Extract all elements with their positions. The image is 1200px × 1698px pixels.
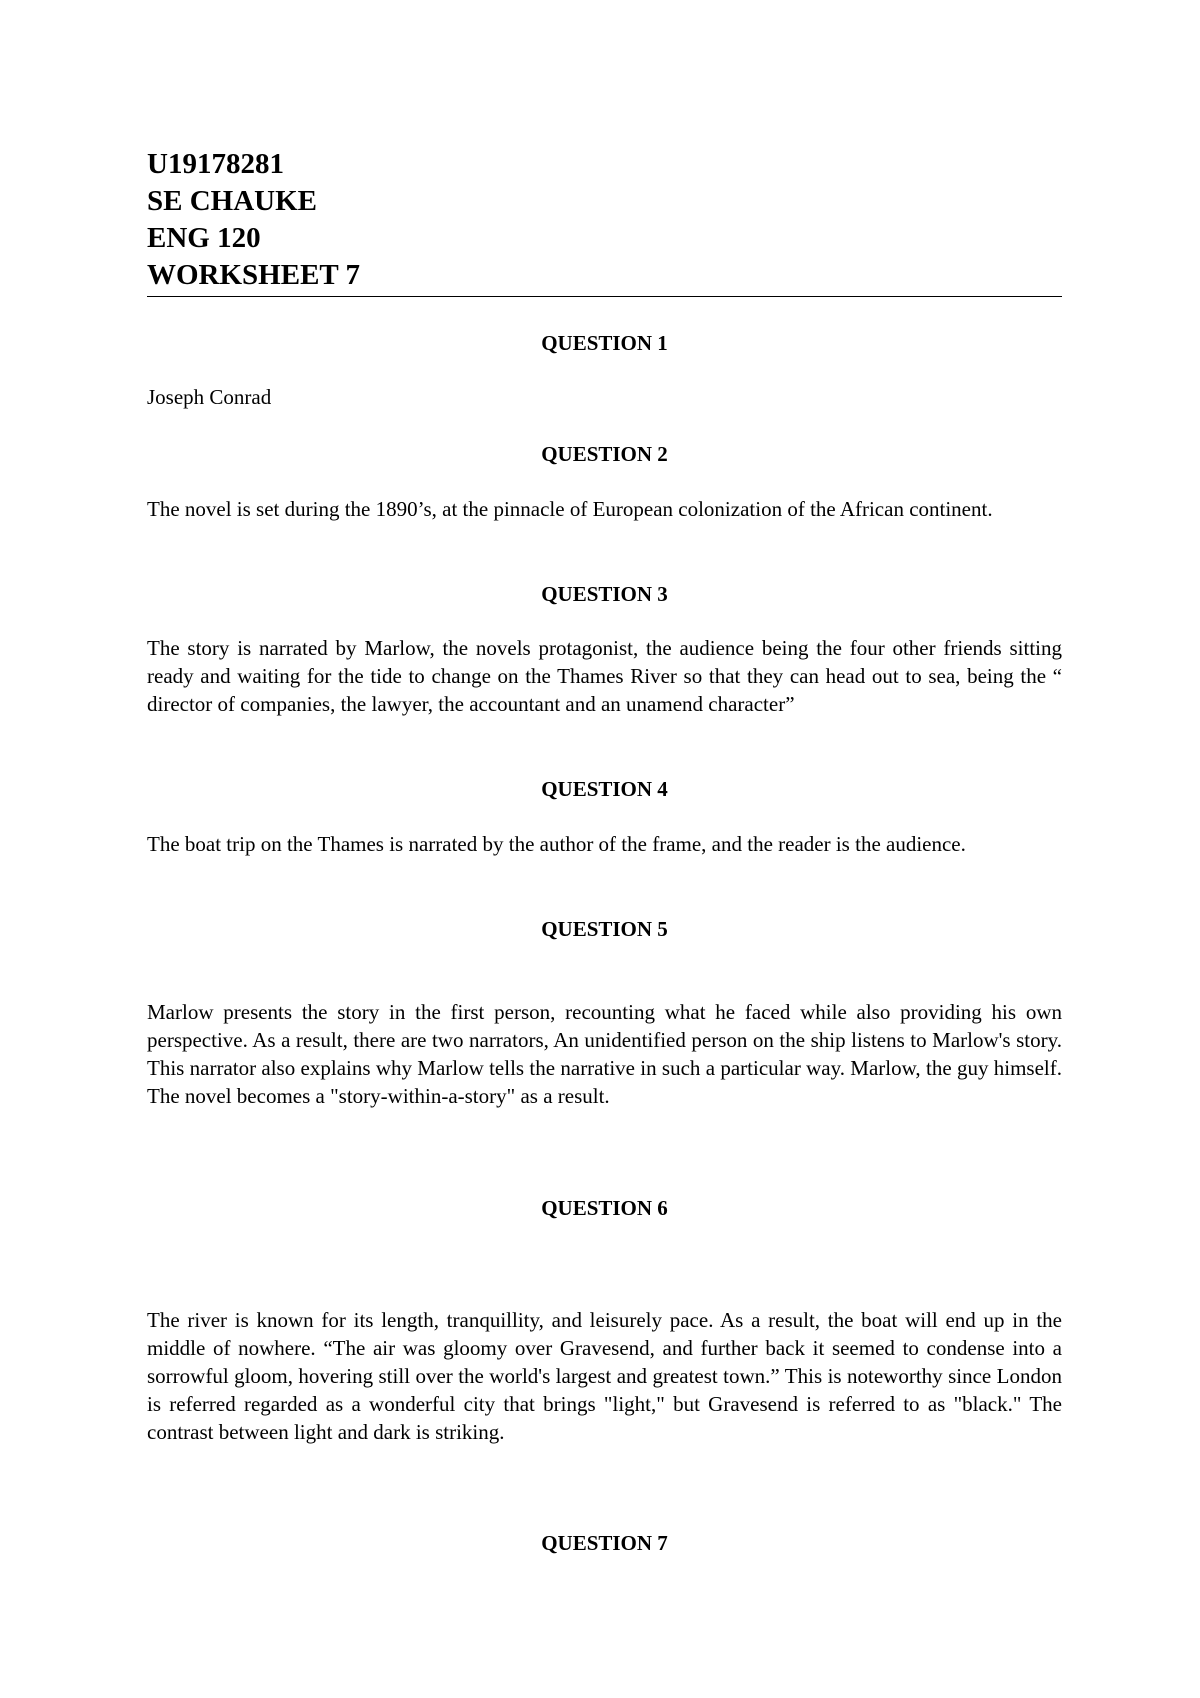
student-number: U19178281	[147, 148, 284, 180]
question-5-answer: Marlow presents the story in the first person, recounting what he faced while also providing his own perspective. As a result, there are two narrators, An unidentified person on the ship listens to Marlow's story. This narrator also explains why Marlow tells the narrative in such a particular way. Marlow, the guy himself. The novel becomes a "story-within-a-story" as a result.	[147, 1000, 1062, 1108]
question-6-answer: The river is known for its length, tranquillity, and leisurely pace. As a result, the boat will end up in the middle of nowhere. “The air was gloomy over Gravesend, and further back it seemed to condense into a sorrowful gloom, hovering still over the world's largest and greatest town.” This is noteworthy since London is referred regarded as a wonderful city that brings "light," but Gravesend is referred to as "black." The contrast between light and dark is striking.	[147, 1308, 1062, 1444]
document-page	[147, 0, 1062, 1698]
course-code: ENG 120	[147, 222, 261, 254]
question-7-heading: QUESTION 7	[541, 1531, 668, 1555]
question-4-heading: QUESTION 4	[541, 777, 668, 801]
question-1-answer: Joseph Conrad	[147, 385, 272, 409]
document-header	[147, 146, 1062, 297]
question-2-heading: QUESTION 2	[541, 442, 668, 466]
worksheet-title: WORKSHEET 7	[147, 259, 360, 291]
question-4-answer: The boat trip on the Thames is narrated by the author of the frame, and the reader is the audience.	[147, 832, 966, 856]
question-3-answer: The story is narrated by Marlow, the novels protagonist, the audience being the four other friends sitting ready and waiting for the tide to change on the Thames River so that they can head out to sea, being the “ director of companies, the lawyer, the accountant and an unamend character”	[147, 636, 1062, 716]
question-6-heading: QUESTION 6	[541, 1196, 668, 1220]
student-name: SE CHAUKE	[147, 185, 318, 217]
question-5-heading: QUESTION 5	[541, 917, 668, 941]
question-2-answer: The novel is set during the 1890’s, at the pinnacle of European colonization of the African continent.	[147, 497, 993, 521]
question-3-heading: QUESTION 3	[541, 582, 668, 606]
question-1-heading: QUESTION 1	[541, 331, 668, 355]
